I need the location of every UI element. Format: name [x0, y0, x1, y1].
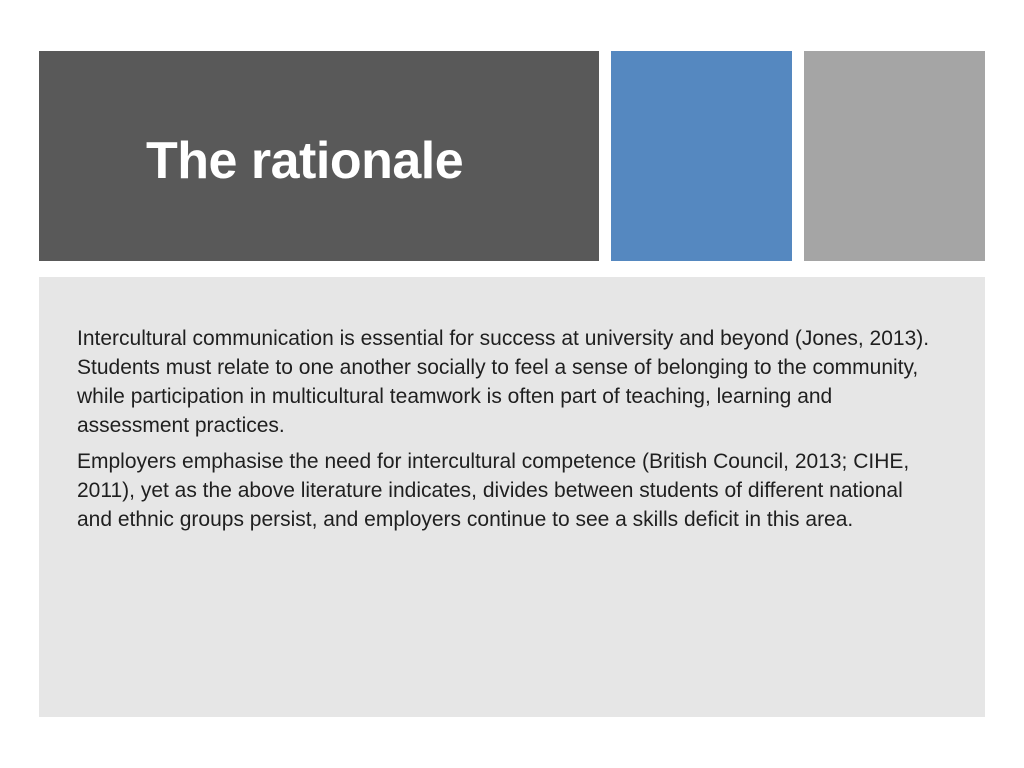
accent-block-blue [611, 51, 792, 261]
paragraph-1: Intercultural communication is essential for success at university and beyond (Jones, 2013). Students must relate to one another socially to feel a sense of belonging to the community, while participation in multicultural teamwork is often part of teaching, learning and assessment practices. [77, 327, 930, 437]
paragraph-2: Employers emphasise the need for intercultural competence (British Council, 2013; CIHE, 2011), yet as the above literature indicates, divides between students of different national and ethnic groups persist, and employers continue to see a skills deficit in this area. [77, 450, 910, 531]
slide-title: The rationale [146, 132, 464, 190]
accent-block-gray [804, 51, 985, 261]
content-block [39, 277, 985, 717]
body-text [77, 324, 937, 541]
title-block [39, 51, 599, 261]
